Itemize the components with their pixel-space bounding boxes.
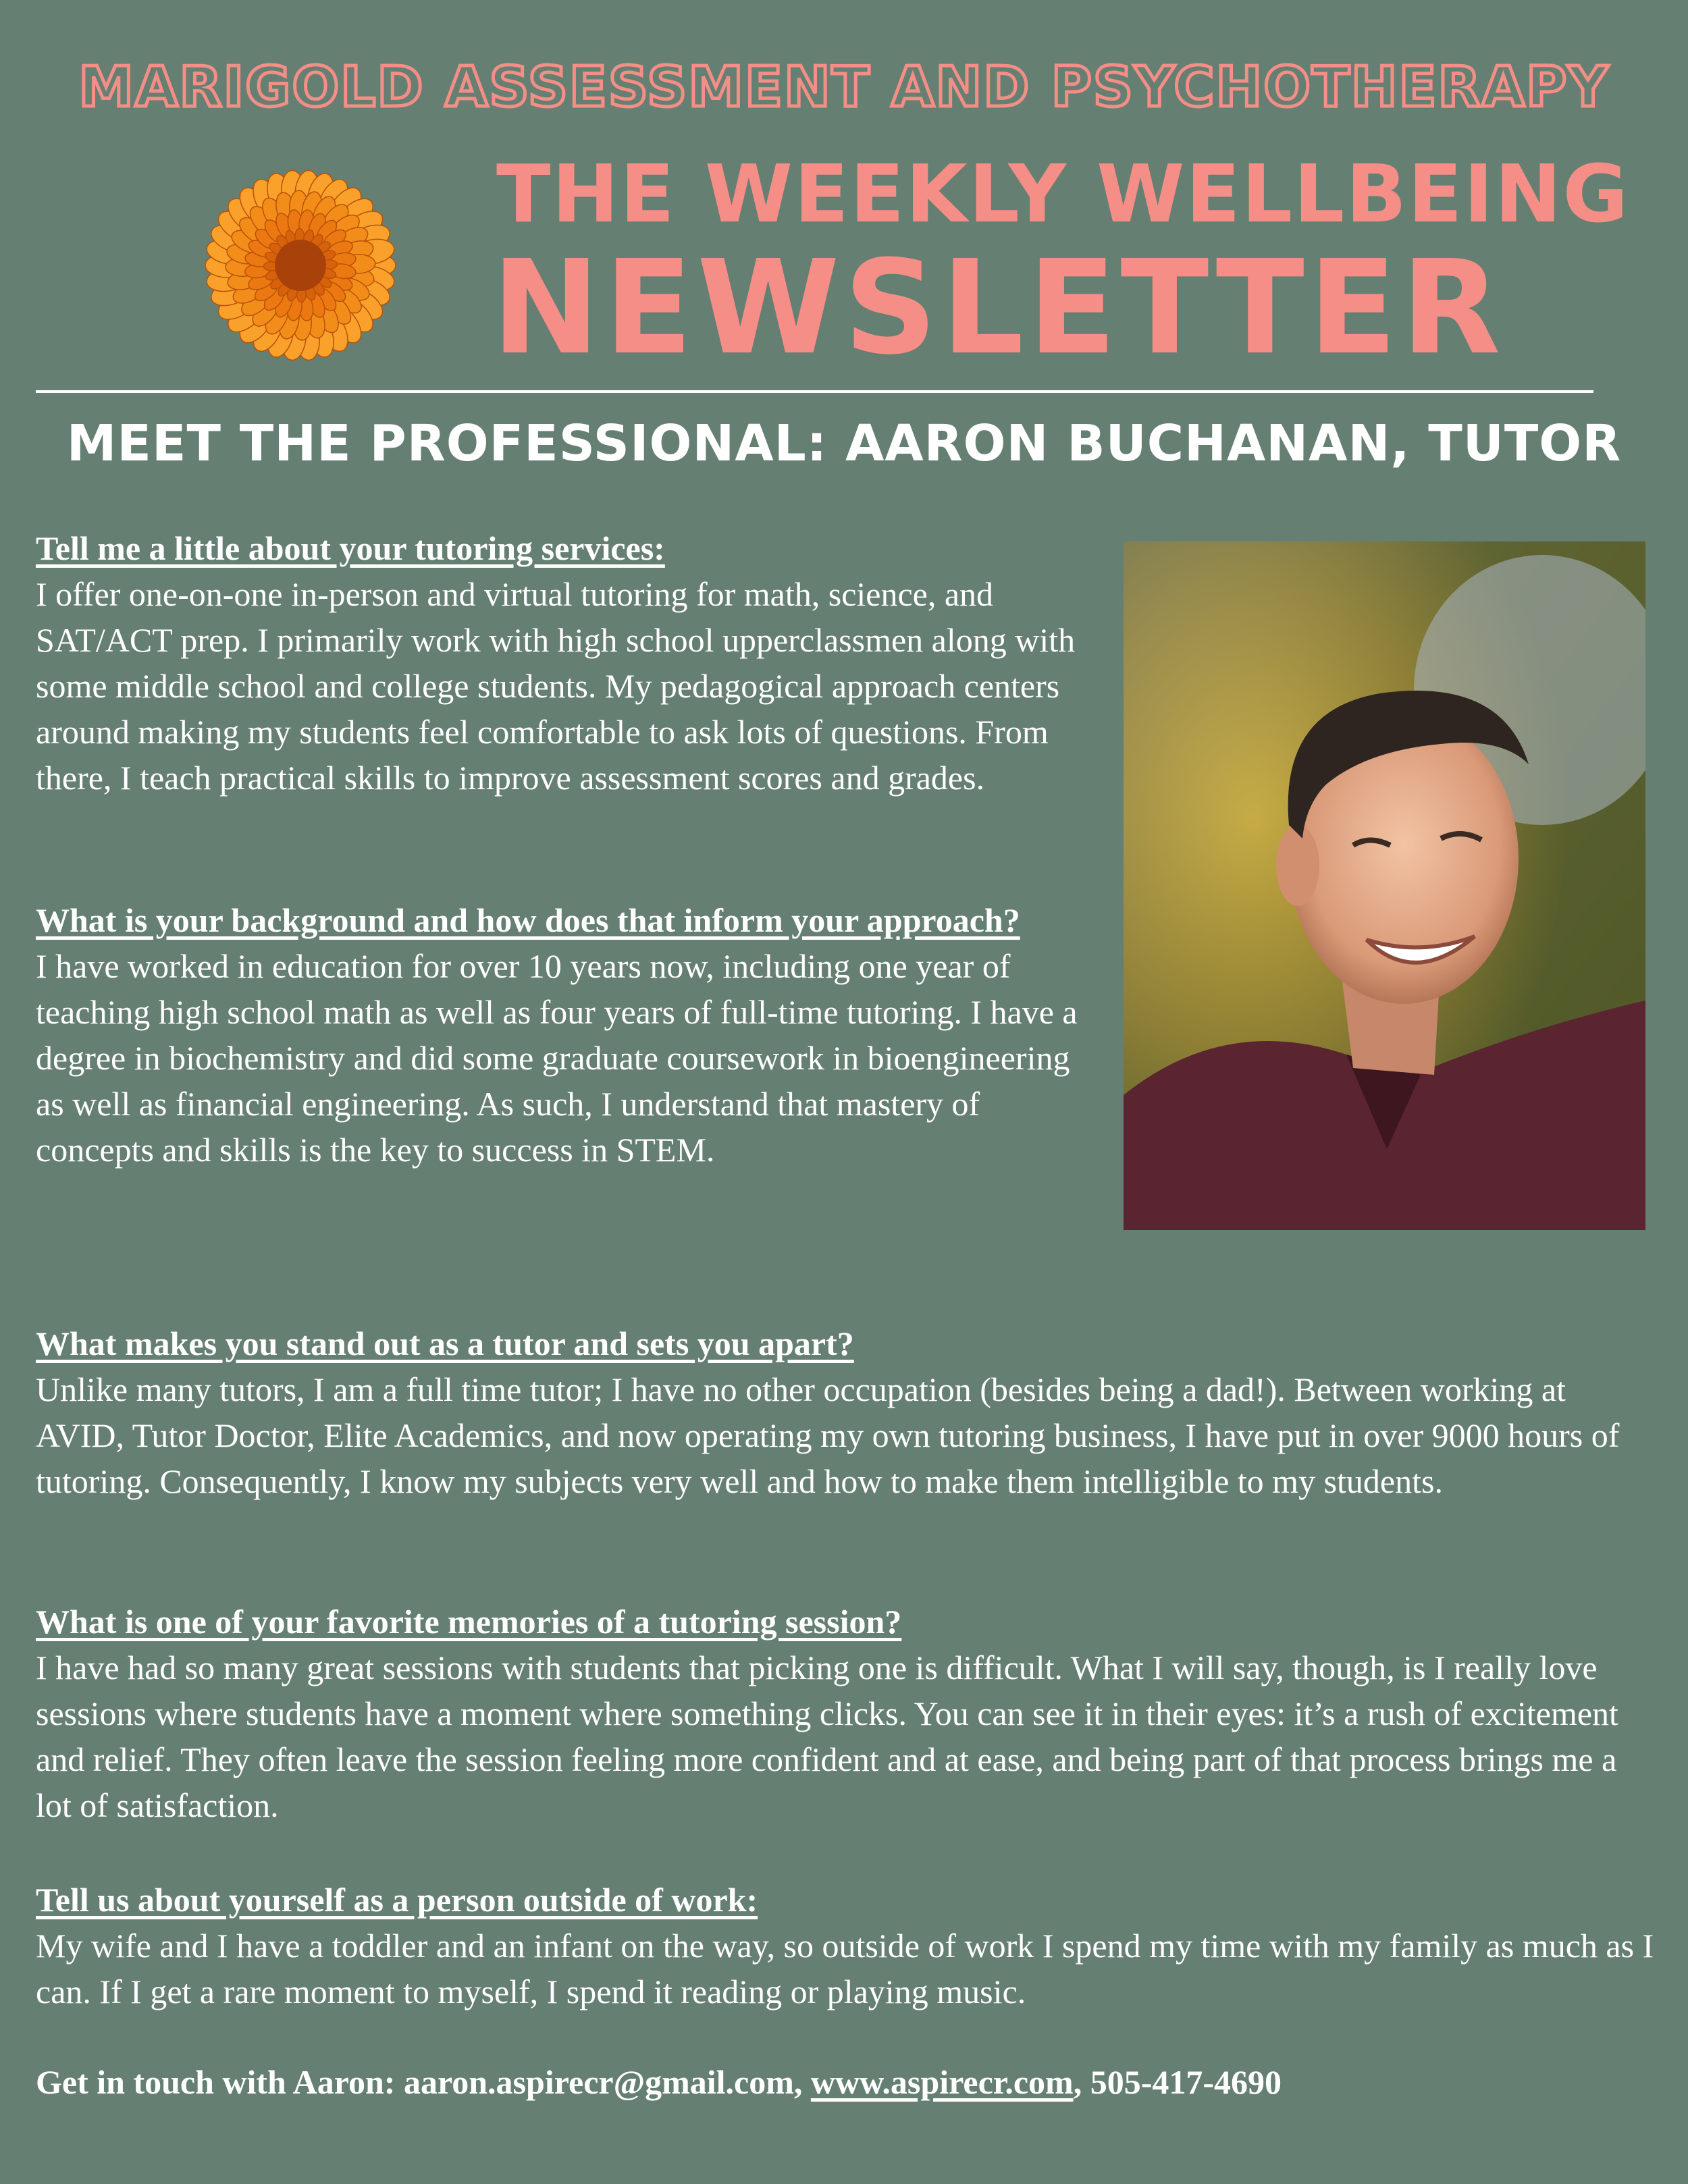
question-tutoring-services: Tell me a little about your tutoring services: <box>36 529 665 567</box>
answer-tutoring-services: I offer one-on-one in-person and virtual tutoring for math, science, and SAT/ACT prep. I primarily work with high school upperclassmen along with some middle school and college students. My pedagogical approach centers around making my students feel comfortable to ask lots of questions. From there, I teach practical skills to improve assessment scores and grades. <box>36 575 1076 797</box>
question-background: What is your background and how does that inform your approach? <box>36 901 1020 939</box>
contact-label: Get in touch with Aaron: <box>36 2063 396 2101</box>
contact-website-link[interactable]: www.aspirecr.com <box>810 2063 1074 2101</box>
qa-block-3 <box>36 1321 1656 1504</box>
portrait-photo <box>1124 541 1645 1230</box>
qa-block-4 <box>36 1599 1656 1828</box>
contact-line <box>36 2062 1670 2102</box>
question-favorite-memory: What is one of your favorite memories of a tutoring session? <box>36 1603 902 1641</box>
contact-email[interactable]: aaron.aspirecr@gmail.com <box>403 2063 794 2101</box>
question-outside-work: Tell us about yourself as a person outside of work: <box>36 1881 758 1919</box>
question-stand-out: What makes you stand out as a tutor and sets you apart? <box>36 1325 854 1362</box>
newsletter-title-line2: NEWSLETTER <box>492 233 1505 383</box>
qa-block-5 <box>36 1877 1656 2015</box>
answer-outside-work: My wife and I have a toddler and an infant on the way, so outside of work I spend my time with my family as much as I can. If I get a rare moment to myself, I spend it reading or playing music. <box>36 1927 1654 2010</box>
qa-block-1 <box>36 525 1103 801</box>
header-divider <box>36 390 1593 393</box>
marigold-flower-icon <box>169 154 432 377</box>
answer-background: I have worked in education for over 10 years now, including one year of teaching high school math as well as four years of full-time tutoring. I have a degree in biochemistry and did some graduate coursework in bioengineering as well as financial engineering. As such, I understand that mastery of concepts and skills is the key to success in STEM. <box>36 947 1078 1169</box>
contact-separator: , <box>793 2063 811 2101</box>
answer-favorite-memory: I have had so many great sessions with students that picking one is difficult. What I will say, though, is I really love sessions where students have a moment where something clicks. You can see it in their eyes: it’s a rush of excitement and relief. They often leave the session feeling more confident and at ease, and being part of that process brings me a lot of satisfaction. <box>36 1649 1618 1824</box>
contact-separator: , <box>1073 2063 1090 2101</box>
contact-phone[interactable]: 505-417-4690 <box>1090 2063 1282 2101</box>
answer-stand-out: Unlike many tutors, I am a full time tutor; I have no other occupation (besides being a dad!). Between working at AVID, Tutor Doctor, Elite Academics, and now operating my own tutoring business, I have put in over 9000 hours of tutoring. Consequently, I know my subjects very well and how to make them intelligible to my students. <box>36 1370 1620 1500</box>
organization-name: MARIGOLD ASSESSMENT AND PSYCHOTHERAPY <box>78 55 1610 119</box>
section-heading: MEET THE PROFESSIONAL: AARON BUCHANAN, TUTOR <box>66 415 1622 473</box>
newsletter-title-line1: THE WEEKLY WELLBEING <box>496 147 1630 240</box>
qa-block-2 <box>36 897 1089 1173</box>
